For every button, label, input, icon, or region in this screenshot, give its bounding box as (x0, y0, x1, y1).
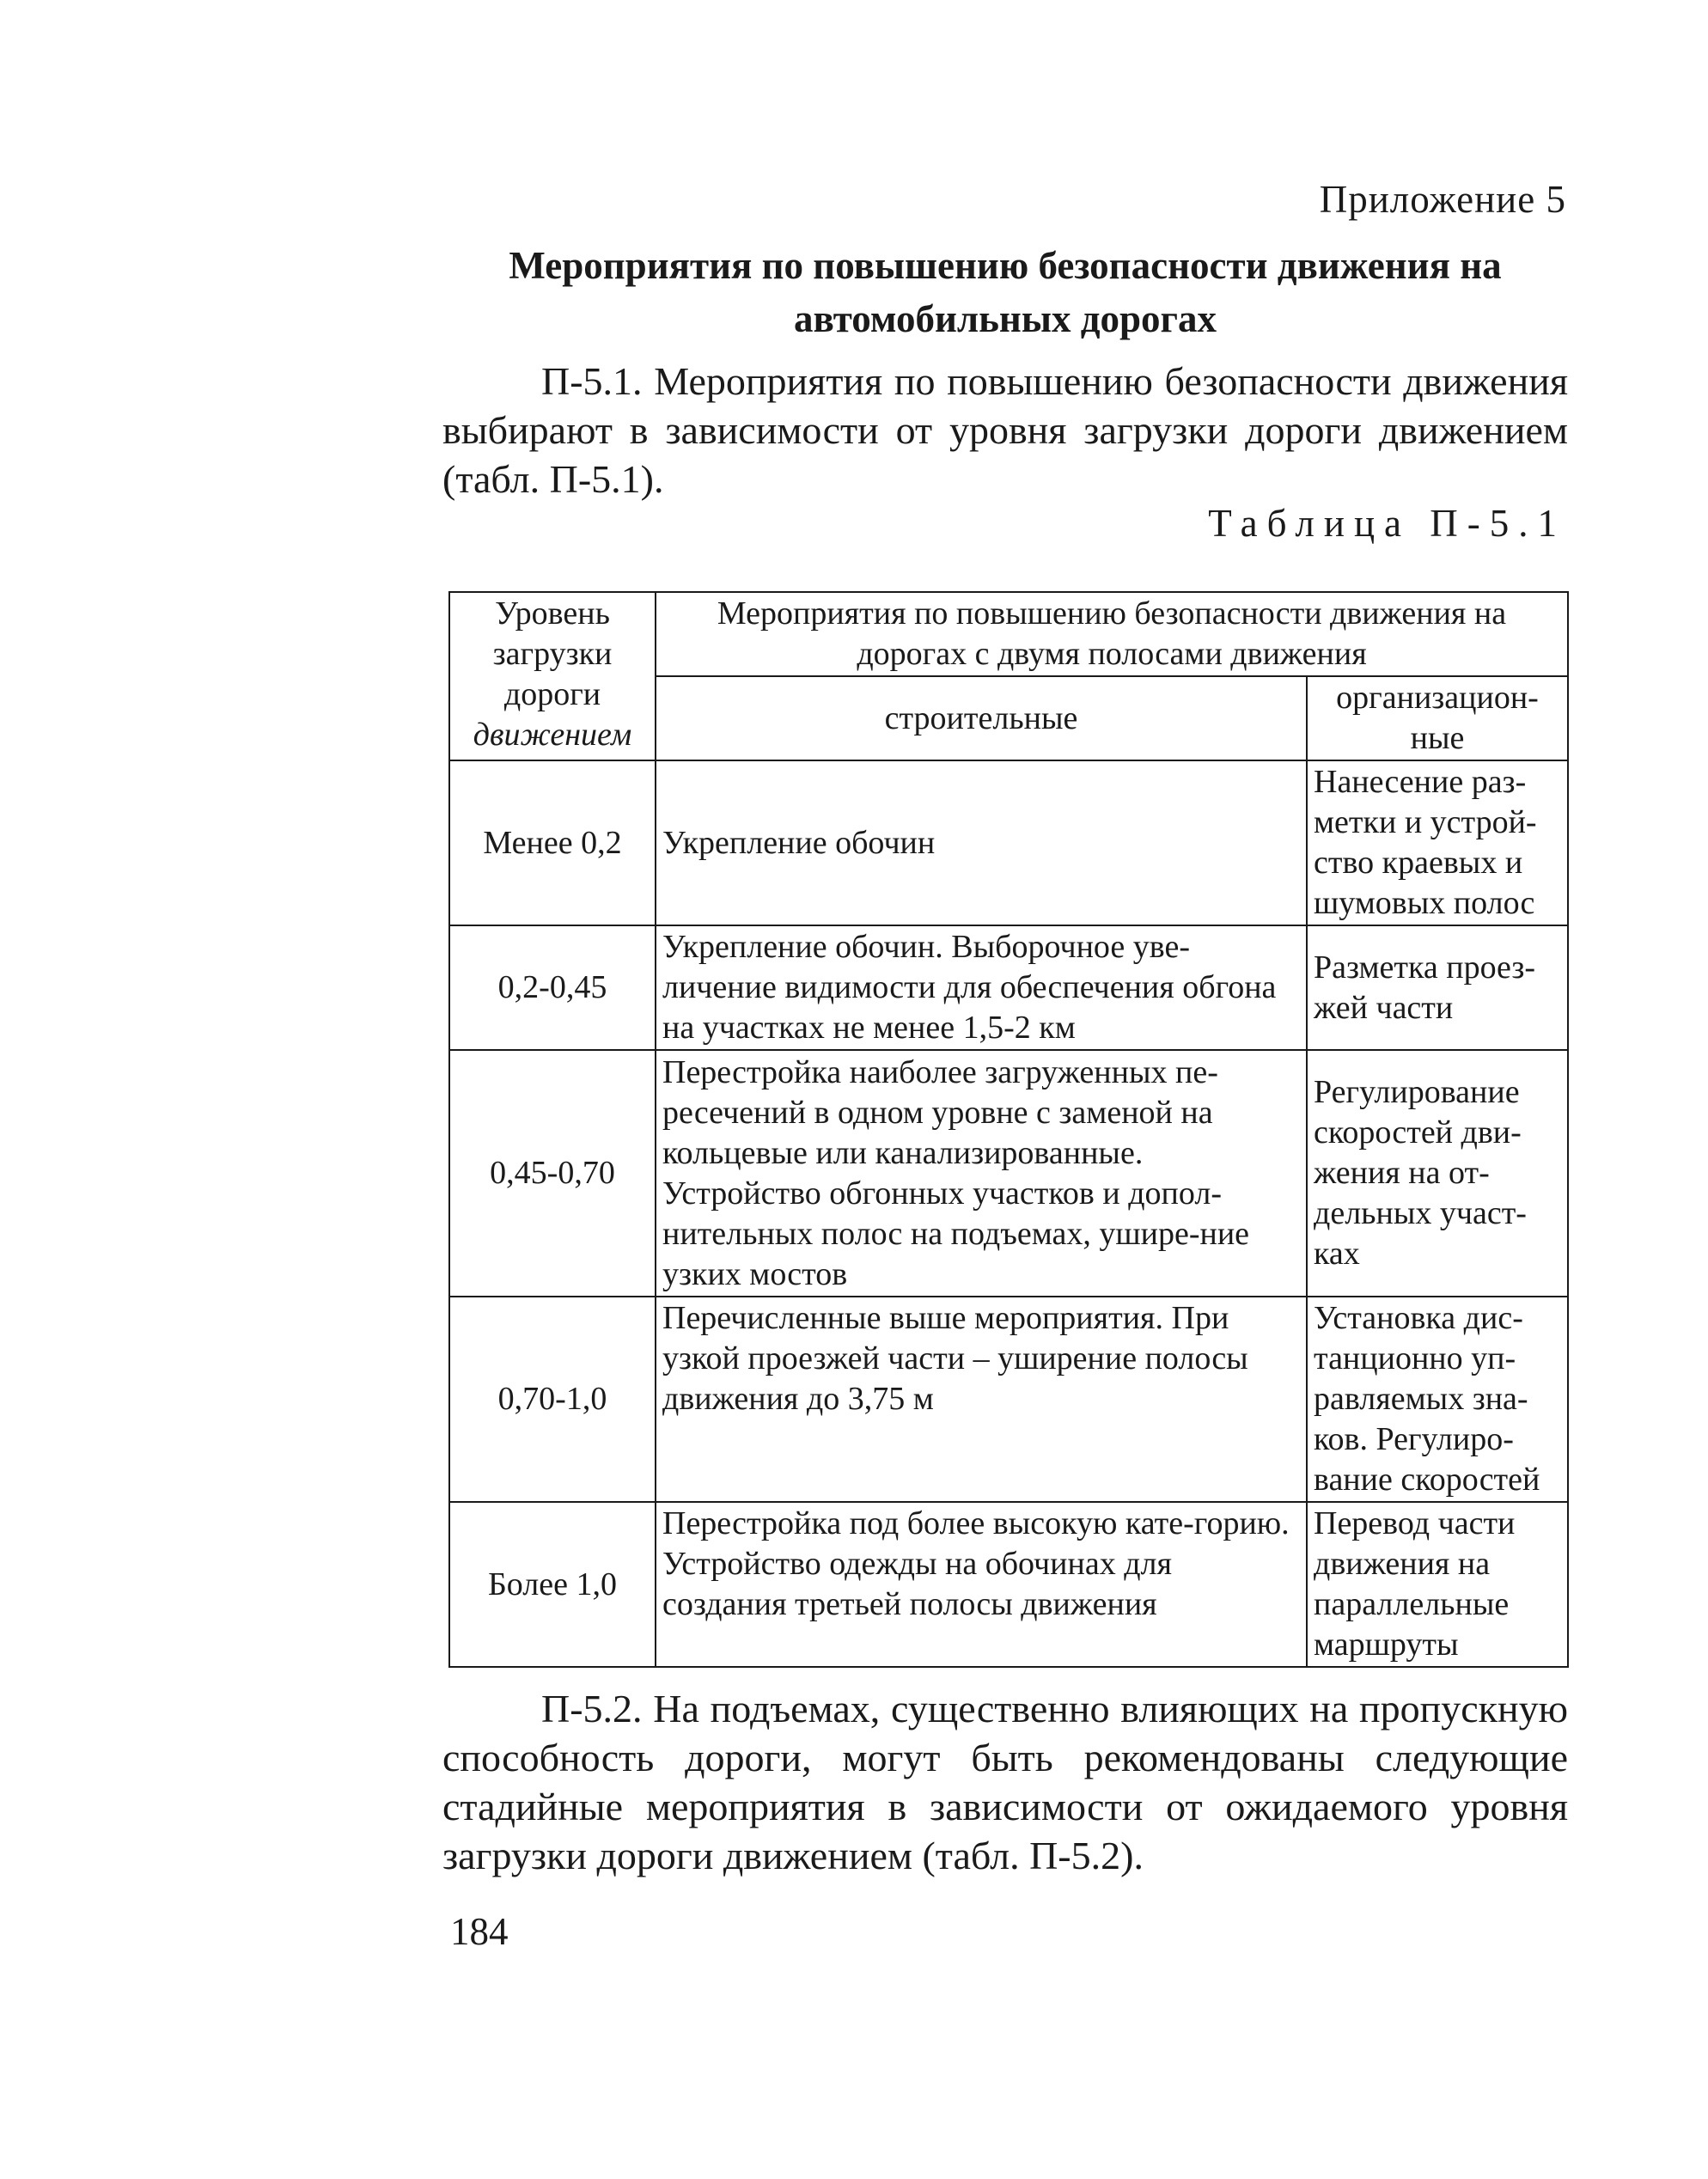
header-construction: строительные (656, 676, 1307, 760)
document-title (430, 239, 1581, 345)
cell-construction: Укрепление обочин (656, 760, 1307, 925)
cell-organizational: Установка дис-танционно уп-равляемых зна-ков. Регулиро-вание скоростей (1307, 1297, 1568, 1502)
paragraph-p-5-1: П-5.1. Мероприятия по повышению безопасности движения выбирают в зависимости от уровня загрузки дороги движением (табл. П-5.1). (442, 359, 1568, 501)
header-organizational: организацион-ные (1307, 676, 1568, 760)
title-line-2: автомобильных дорогах (794, 297, 1217, 340)
table-row (449, 760, 1568, 925)
cell-organizational: Регулирование скоростей дви-жения на от-дельных участ-ках (1307, 1050, 1568, 1297)
table-header-row (449, 592, 1568, 676)
cell-organizational: Перевод части движения на параллельные маршруты (1307, 1502, 1568, 1667)
title-line-1: Мероприятия по повышению безопасности движения на (509, 244, 1502, 287)
cell-level: Менее 0,2 (449, 760, 656, 925)
table-row (449, 1502, 1568, 1667)
table-row (449, 925, 1568, 1050)
table-row (449, 1050, 1568, 1297)
cell-construction: Перечисленные выше мероприятия. При узкой проезжей части – уширение полосы движения до 3,75 м (656, 1297, 1307, 1502)
cell-construction: Перестройка под более высокую кате-горию. Устройство одежды на обочинах для создания третьей полосы движения (656, 1502, 1307, 1667)
cell-level: 0,2-0,45 (449, 925, 656, 1050)
cell-construction: Перестройка наиболее загруженных пе-ресечений в одном уровне с заменой на кольцевые или канализированные. Устройство обгонных участков и допол-нительных полос на подъемах, ушире-ние узких мостов (656, 1050, 1307, 1297)
cell-level: Более 1,0 (449, 1502, 656, 1667)
table-caption: Таблица П-5.1 (1208, 502, 1566, 545)
header-level-text: Уровень загрузки дороги (492, 595, 613, 712)
cell-construction: Укрепление обочин. Выборочное уве-личение видимости для обеспечения обгона на участках не менее 1,5-2 км (656, 925, 1307, 1050)
page-number: 184 (450, 1910, 509, 1953)
measures-table (448, 591, 1569, 1668)
cell-organizational: Разметка проез-жей части (1307, 925, 1568, 1050)
header-level-italic: движением (473, 717, 632, 753)
cell-level: 0,45-0,70 (449, 1050, 656, 1297)
appendix-label: Приложение 5 (1319, 178, 1566, 221)
header-measures: Мероприятия по повышению безопасности движения на дорогах с двумя полосами движения (656, 592, 1568, 676)
table-row (449, 1297, 1568, 1502)
paragraph-p-5-2: П-5.2. На подъемах, существенно влияющих на пропускную способность дороги, могут быть рекомендованы следующие стадийные мероприятия в зависимости от ожидаемого уровня загрузки дороги движением (табл. П-5.2). (442, 1687, 1568, 1877)
header-level (449, 592, 656, 760)
cell-level: 0,70-1,0 (449, 1297, 656, 1502)
cell-organizational: Нанесение раз-метки и устрой-ство краевых и шумовых полос (1307, 760, 1568, 925)
